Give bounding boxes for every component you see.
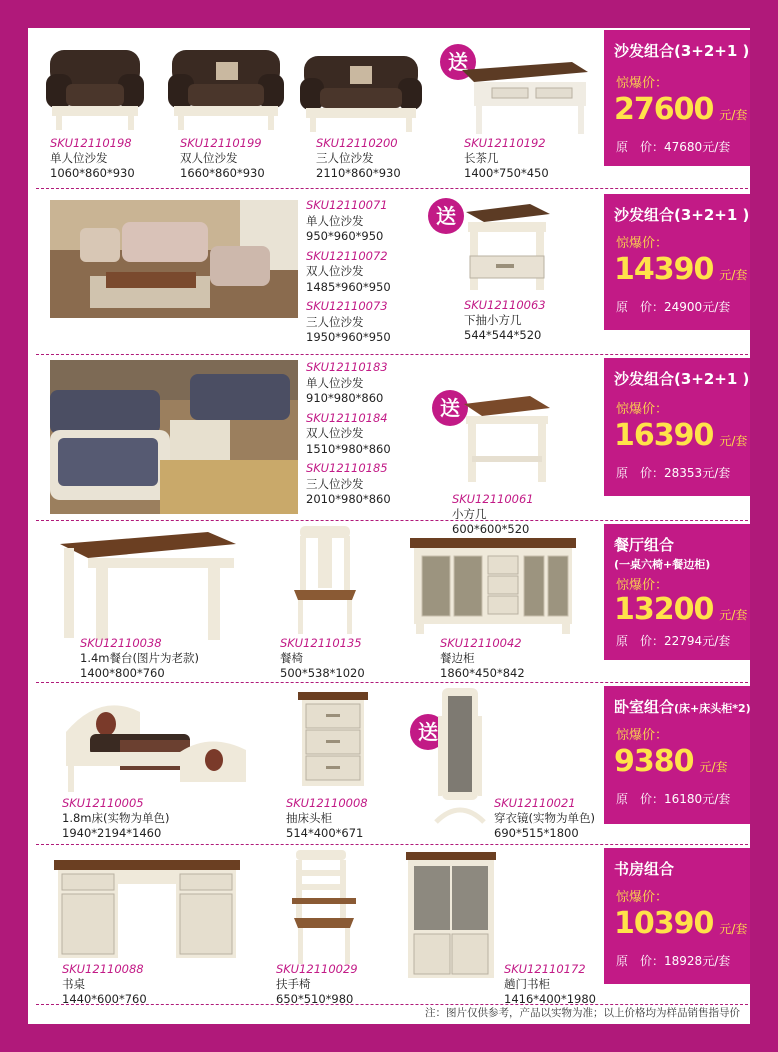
section-sofa-set-2 [28,194,750,354]
price-panel [604,194,750,330]
product-double-sofa [180,136,265,181]
product-name: 趟门书柜 [504,977,550,991]
product-dimensions: 1440*600*760 [62,992,147,1006]
sliding-bookcase-image [404,850,498,982]
long-coffee-table-image [452,58,590,136]
product-name: 小方几 [452,507,487,521]
product-name: 双人位沙发 [306,426,364,440]
sale-price-label: 惊爆价： [616,578,669,593]
sale-price: 9380 元/套 [614,744,728,779]
product-dimensions: 514*400*671 [286,826,364,840]
product-dimensions: 690*515*1800 [494,826,579,840]
product-name: 单人位沙发 [306,213,364,228]
section-bedroom-set [28,686,750,846]
sku-code: SKU12110183 [306,360,388,374]
product-dimensions: 950*960*950 [306,229,384,243]
divider [36,188,748,189]
catalog-page [28,28,750,1024]
product-armchair [276,962,358,1007]
section-sofa-set-3 [28,358,750,536]
living-room-photo-plaid [50,360,298,514]
sku-code: SKU12110042 [440,636,522,650]
product-dimensions: 1940*2194*1460 [62,826,162,840]
sku-code: SKU12110172 [504,962,586,976]
sale-price-label: 惊爆价： [616,236,669,251]
product-nightstand [286,796,368,841]
product-name: 双人位沙发 [306,264,364,278]
sideboard-image [408,536,578,636]
original-price: 原 价：16180元/套 [616,792,731,806]
product-dimensions: 1060*860*930 [50,166,135,180]
product-name: 扶手椅 [276,977,311,991]
product-dressing-mirror [494,796,595,841]
single-sofa-image [44,44,146,132]
product-name: 长茶几 [464,151,499,165]
set-title: 书房组合 [614,860,675,878]
set-title: 沙发组合(3+2+1 ) [614,42,750,60]
set-title: 沙发组合(3+2+1 ) [614,206,750,224]
divider [36,844,748,845]
gift-badge: 送 [440,44,476,80]
product-name: 单人位沙发 [50,151,108,165]
product-sideboard [440,636,525,681]
product-single-sofa [50,136,135,181]
original-price: 原 价：47680元/套 [616,140,731,154]
sku-code: SKU12110061 [452,492,534,506]
sale-price-label: 惊爆价： [616,76,669,91]
section-dining-set [28,524,750,680]
sku-code: SKU12110071 [306,198,388,212]
product-dimensions: 650*510*980 [276,992,354,1006]
product-list-floral-sofas [306,198,391,346]
product-bed [62,796,169,841]
section-study-set [28,848,750,1018]
sku-code: SKU12110088 [62,962,144,976]
set-title: 沙发组合(3+2+1 ) [614,370,750,388]
product-dimensions: 2010*980*860 [306,492,391,506]
product-dimensions: 1510*980*860 [306,441,391,456]
product-name: 书桌 [62,977,85,991]
sale-price-label: 惊爆价： [616,890,669,905]
sku-code: SKU12110199 [180,136,262,150]
triple-sofa-image [298,50,424,134]
product-name: 三人位沙发 [306,476,364,491]
product-name: 餐边柜 [440,651,475,665]
product-name: 双人位沙发 [180,151,238,165]
double-sofa-image [166,44,286,132]
original-price: 原 价：18928元/套 [616,954,731,968]
product-dimensions: 1400*750*450 [464,166,549,180]
original-price: 原 价：24900元/套 [616,300,731,314]
gift-badge: 送 [432,390,468,426]
product-name: 三人位沙发 [306,314,364,329]
sale-price-label: 惊爆价： [616,728,669,743]
product-dimensions: 544*544*520 [464,328,542,342]
sku-code: SKU12110135 [280,636,362,650]
product-long-coffee-table [464,136,549,181]
sku-code: SKU12110072 [306,248,388,263]
armchair-image [288,848,360,966]
product-sliding-bookcase [504,962,596,1007]
dining-table-image [58,530,238,640]
product-triple-sofa [316,136,401,181]
product-dimensions: 1485*960*950 [306,279,391,294]
price-panel [604,524,750,660]
sku-code: SKU12110184 [306,410,388,425]
divider [36,354,748,355]
gift-badge: 送 [428,198,464,234]
sale-price: 16390 元/套 [614,418,748,453]
product-dimensions: 500*538*1020 [280,666,365,680]
sku-code: SKU12110192 [464,136,546,150]
product-name: 餐椅 [280,651,303,665]
sku-code: SKU12110200 [316,136,398,150]
product-dimensions: 1400*800*760 [80,666,165,680]
divider [36,682,748,683]
product-desk [62,962,147,1007]
living-room-photo-floral [50,200,298,318]
nightstand-image [296,690,370,794]
sale-price-label: 惊爆价： [616,402,669,417]
sale-price: 10390 元/套 [614,906,748,941]
product-dimensions: 1660*860*930 [180,166,265,180]
price-panel [604,848,750,984]
price-panel [604,358,750,496]
divider [36,520,748,521]
original-price: 原 价：22794元/套 [616,634,731,648]
sku-code: SKU12110038 [80,636,162,650]
product-name: 下抽小方几 [464,313,522,327]
product-name: 1.4m餐台(图片为老款) [80,651,199,665]
drawer-side-table-image [460,202,554,294]
sku-code: SKU12110008 [286,796,368,810]
sale-price: 13200 元/套 [614,592,748,627]
bed-image [60,692,250,796]
product-name: 抽床头柜 [286,811,332,825]
square-side-table-image [458,394,556,484]
sku-code: SKU12110029 [276,962,358,976]
set-subtitle: (一桌六椅+餐边柜) [614,558,711,571]
sku-code: SKU12110021 [494,796,576,810]
sale-price: 27600 元/套 [614,92,748,127]
product-dimensions: 1950*960*950 [306,330,391,344]
product-name: 穿衣镜(实物为单色) [494,811,595,825]
product-dimensions: 910*980*860 [306,391,384,405]
sku-code: SKU12110198 [50,136,132,150]
sku-code: SKU12110063 [464,298,546,312]
desk-image [52,858,242,962]
product-name: 单人位沙发 [306,375,364,390]
dressing-mirror-image [432,686,488,826]
section-sofa-set-1 [28,28,750,188]
sku-code: SKU12110073 [306,299,388,313]
product-dimensions: 1860*450*842 [440,666,525,680]
original-price: 原 价：28353元/套 [616,466,731,480]
product-name: 1.8m床(实物为单色) [62,811,170,825]
price-panel [604,686,750,824]
dining-chair-image [290,524,360,636]
product-dimensions: 600*600*520 [452,522,530,536]
product-dining-table [80,636,199,681]
product-dimensions: 1416*400*1980 [504,992,596,1006]
sku-code: SKU12110185 [306,461,388,475]
sku-code: SKU12110005 [62,796,144,810]
set-title: 餐厅组合 [614,536,675,554]
price-panel [604,30,750,166]
product-dimensions: 2110*860*930 [316,166,401,180]
product-list-plaid-sofas [306,360,391,508]
product-dining-chair [280,636,365,681]
gift-badge: 送 [410,714,446,750]
product-name: 三人位沙发 [316,151,374,165]
sale-price: 14390 元/套 [614,252,748,287]
set-title: 卧室组合(床+床头柜*2) [614,698,751,716]
footnote: 注：图片仅供参考，产品以实物为准；以上价格均为样品销售指导价 [425,1007,740,1019]
product-drawer-side-table [464,298,546,343]
